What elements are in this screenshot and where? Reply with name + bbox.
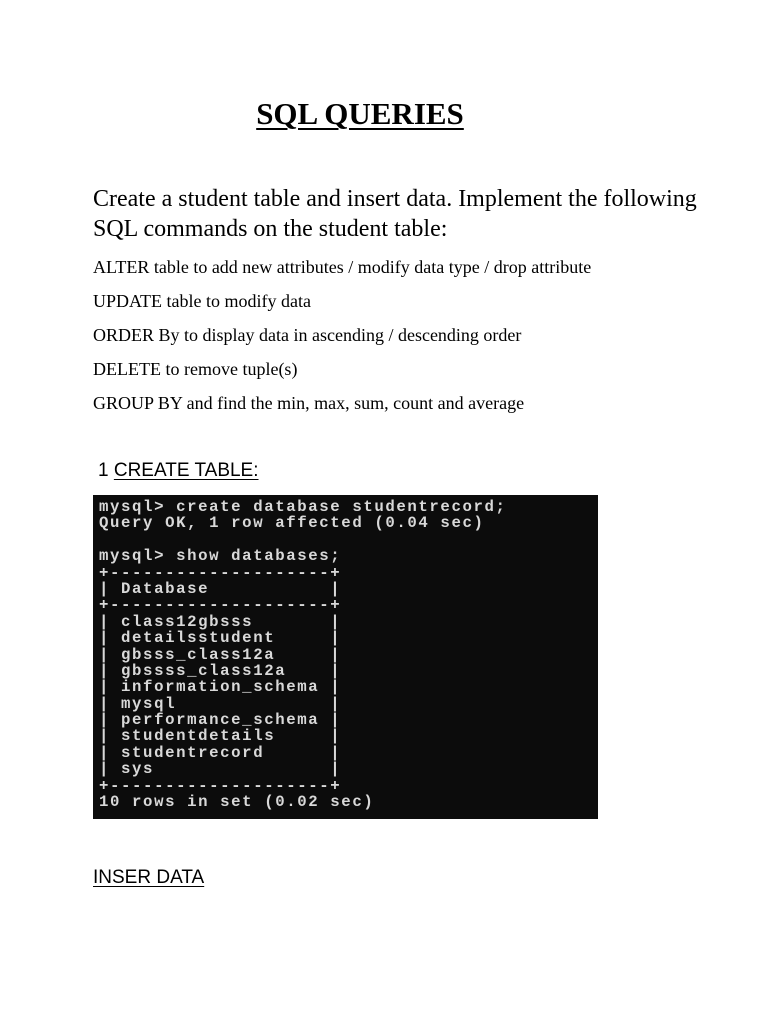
section-label: INSER DATA (93, 867, 205, 888)
terminal-line: 10 rows in set (0.02 sec) (99, 793, 375, 812)
terminal-line: | information_schema | (99, 678, 342, 697)
terminal-line: +--------------------+ (99, 563, 342, 582)
terminal-screenshot (93, 495, 598, 819)
command-item-update: UPDATE table to modify data (93, 291, 311, 311)
terminal-line: | sys | (99, 760, 342, 779)
terminal-line: | gbsss_class12a | (99, 645, 342, 664)
page-title: SQL QUERIES (256, 96, 464, 131)
terminal-line: +--------------------+ (99, 596, 342, 615)
terminal-line: | Database | (99, 579, 342, 598)
terminal-line: | gbssss_class12a | (99, 661, 342, 680)
intro-paragraph: Create a student table and insert data. Implement the following SQL commands on the student table: (93, 186, 697, 242)
section-heading-create-table (98, 460, 259, 482)
sql-command-list (93, 255, 591, 425)
terminal-line: | mysql | (99, 694, 342, 713)
terminal-line: | studentrecord | (99, 743, 342, 762)
terminal-line: | performance_schema | (99, 711, 342, 730)
command-item-delete: DELETE to remove tuple(s) (93, 359, 298, 379)
terminal-line: | studentdetails | (99, 727, 342, 746)
terminal-line: mysql> create database studentrecord; (99, 498, 507, 516)
command-item-group-by: GROUP BY and find the min, max, sum, count and average (93, 393, 525, 413)
section-number: 1 (98, 460, 109, 481)
terminal-line: Query OK, 1 row affected (0.04 sec) (99, 514, 485, 533)
section-heading-insert-data (93, 867, 204, 889)
terminal-line: | class12gbsss | (99, 612, 342, 631)
command-item-alter: ALTER table to add new attributes / modify data type / drop attribute (93, 257, 592, 277)
terminal-line: +--------------------+ (99, 776, 342, 795)
terminal-line: mysql> show databases; (99, 547, 342, 566)
terminal-line (99, 532, 598, 548)
command-item-order-by: ORDER By to display data in ascending / descending order (93, 325, 522, 345)
terminal-line: | detailsstudent | (99, 629, 342, 648)
section-label: CREATE TABLE: (113, 460, 259, 481)
